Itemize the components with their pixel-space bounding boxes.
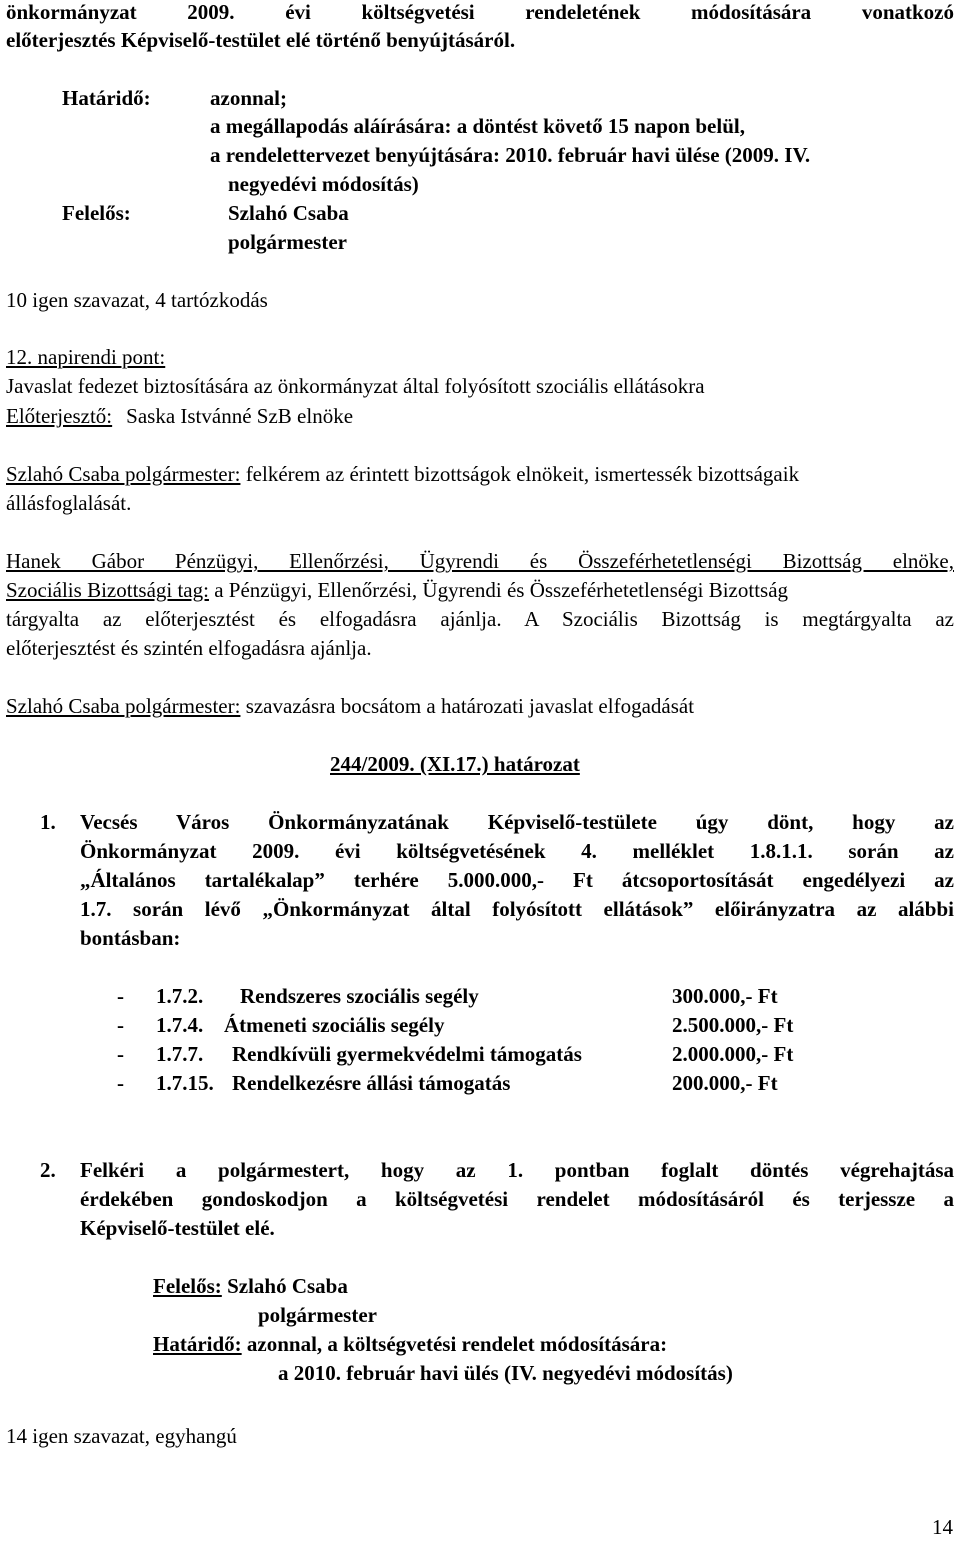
allocation-amount: 2.000.000,- Ft	[672, 1042, 794, 1066]
resolution-text: Felkéri a polgármestert, hogy az 1. pontban foglalt döntés végrehajtása	[80, 1158, 954, 1182]
resolution-text: bontásban:	[80, 926, 181, 950]
responsible-title: polgármester	[258, 1303, 377, 1327]
deadline-line	[153, 1330, 667, 1358]
resolution-title: 244/2009. (XI.17.) határozat	[330, 752, 580, 776]
list-dash: -	[117, 984, 124, 1008]
allocation-name: Rendelkezésre állási támogatás	[232, 1071, 511, 1095]
deadline-item: azonnal;	[210, 86, 288, 110]
responsible-line	[153, 1272, 348, 1300]
deadline-text: a 2010. február havi ülés (IV. negyedévi módosítás)	[278, 1361, 733, 1385]
responsible-title: polgármester	[228, 230, 347, 254]
allocation-name: Rendkívüli gyermekvédelmi támogatás	[232, 1042, 582, 1066]
deadline-item: negyedévi módosítás)	[228, 172, 419, 196]
speech-text: állásfoglalását.	[6, 491, 132, 515]
resolution-text: „Általános tartalékalap” terhére 5.000.000,- Ft átcsoportosítását engedélyezi az	[80, 868, 954, 892]
deadline-item: a megállapodás aláírására: a döntést követő 15 napon belül,	[210, 114, 745, 138]
intro-line-2: előterjesztés Képviselő-testület elé történő benyújtásáról.	[6, 28, 516, 52]
responsible-label: Felelős:	[62, 201, 131, 225]
speaker-name: Hanek Gábor Pénzügyi, Ellenőrzési, Ügyrendi és Összeférhetetlenségi Bizottság elnöke,	[6, 549, 954, 573]
speaker-name: Szlahó Csaba polgármester:	[6, 462, 241, 486]
page-number: 14	[932, 1515, 953, 1539]
speech-text: előterjesztést és szintén elfogadásra ajánlja.	[6, 636, 372, 660]
list-dash: -	[117, 1042, 124, 1066]
mayor-speech	[6, 692, 694, 720]
resolution-text: érdekében gondoskodjon a költségvetési rendelet módosításáról és terjessze a	[80, 1187, 954, 1211]
deadline-text: azonnal, a költségvetési rendelet módosítására:	[241, 1332, 668, 1356]
point-number: 2.	[40, 1158, 56, 1182]
point-number: 1.	[40, 810, 56, 834]
deadline-label: Határidő:	[62, 86, 151, 110]
allocation-code: 1.7.15.	[156, 1071, 214, 1095]
speech-text: tárgyalta az előterjesztést és elfogadásra ajánlja. A Szociális Bizottság is megtárgyalta az	[6, 607, 954, 631]
resolution-text: Képviselő-testület elé.	[80, 1216, 275, 1240]
speech-text: szavazásra bocsátom a határozati javaslat elfogadását	[240, 694, 695, 718]
allocation-amount: 2.500.000,- Ft	[672, 1013, 794, 1037]
agenda-heading: 12. napirendi pont:	[6, 345, 166, 369]
presenter-name: Saska Istvánné SzB elnöke	[126, 404, 354, 428]
allocation-name: Átmeneti szociális segély	[224, 1013, 445, 1037]
deadline-item: a rendelettervezet benyújtására: 2010. február havi ülése (2009. IV.	[210, 143, 811, 167]
speech-line	[6, 576, 954, 604]
vote-result: 14 igen szavazat, egyhangú	[6, 1424, 237, 1448]
resolution-text: Vecsés Város Önkormányzatának Képviselő-testülete úgy dönt, hogy az	[80, 810, 954, 834]
list-dash: -	[117, 1013, 124, 1037]
agenda-subject: Javaslat fedezet biztosítására az önkormányzat által folyósított szociális ellátásokra	[6, 374, 705, 398]
speech-text: felkérem az érintett bizottságok elnökeit, ismertessék bizottságaik	[240, 462, 800, 486]
allocation-code: 1.7.7.	[156, 1042, 204, 1066]
speaker-name: Szociális Bizottsági tag:	[6, 578, 209, 602]
allocation-code: 1.7.4.	[156, 1013, 204, 1037]
intro-line-1: önkormányzat 2009. évi költségvetési rendeletének módosítására vonatkozó	[6, 0, 954, 24]
presenter-label: Előterjesztő:	[6, 404, 113, 428]
responsible-name: Szlahó Csaba	[221, 1274, 348, 1298]
allocation-code: 1.7.2.	[156, 984, 204, 1008]
mayor-speech	[6, 460, 799, 488]
responsible-label: Felelős:	[153, 1274, 222, 1298]
presenter-line	[6, 402, 353, 430]
allocation-name: Rendszeres szociális segély	[240, 984, 479, 1008]
responsible-name: Szlahó Csaba	[228, 201, 349, 225]
resolution-text: Önkormányzat 2009. évi költségvetésének 4. melléklet 1.8.1.1. során az	[80, 839, 954, 863]
resolution-text: 1.7. során lévő „Önkormányzat által folyósított ellátások” előirányzatra az alábbi	[80, 897, 954, 921]
speech-text: a Pénzügyi, Ellenőrzési, Ügyrendi és Összeférhetetlenségi Bizottság	[208, 578, 789, 602]
speaker-name: Szlahó Csaba polgármester:	[6, 694, 241, 718]
vote-result: 10 igen szavazat, 4 tartózkodás	[6, 288, 268, 312]
allocation-amount: 200.000,- Ft	[672, 1071, 778, 1095]
allocation-amount: 300.000,- Ft	[672, 984, 778, 1008]
deadline-label: Határidő:	[153, 1332, 242, 1356]
list-dash: -	[117, 1071, 124, 1095]
